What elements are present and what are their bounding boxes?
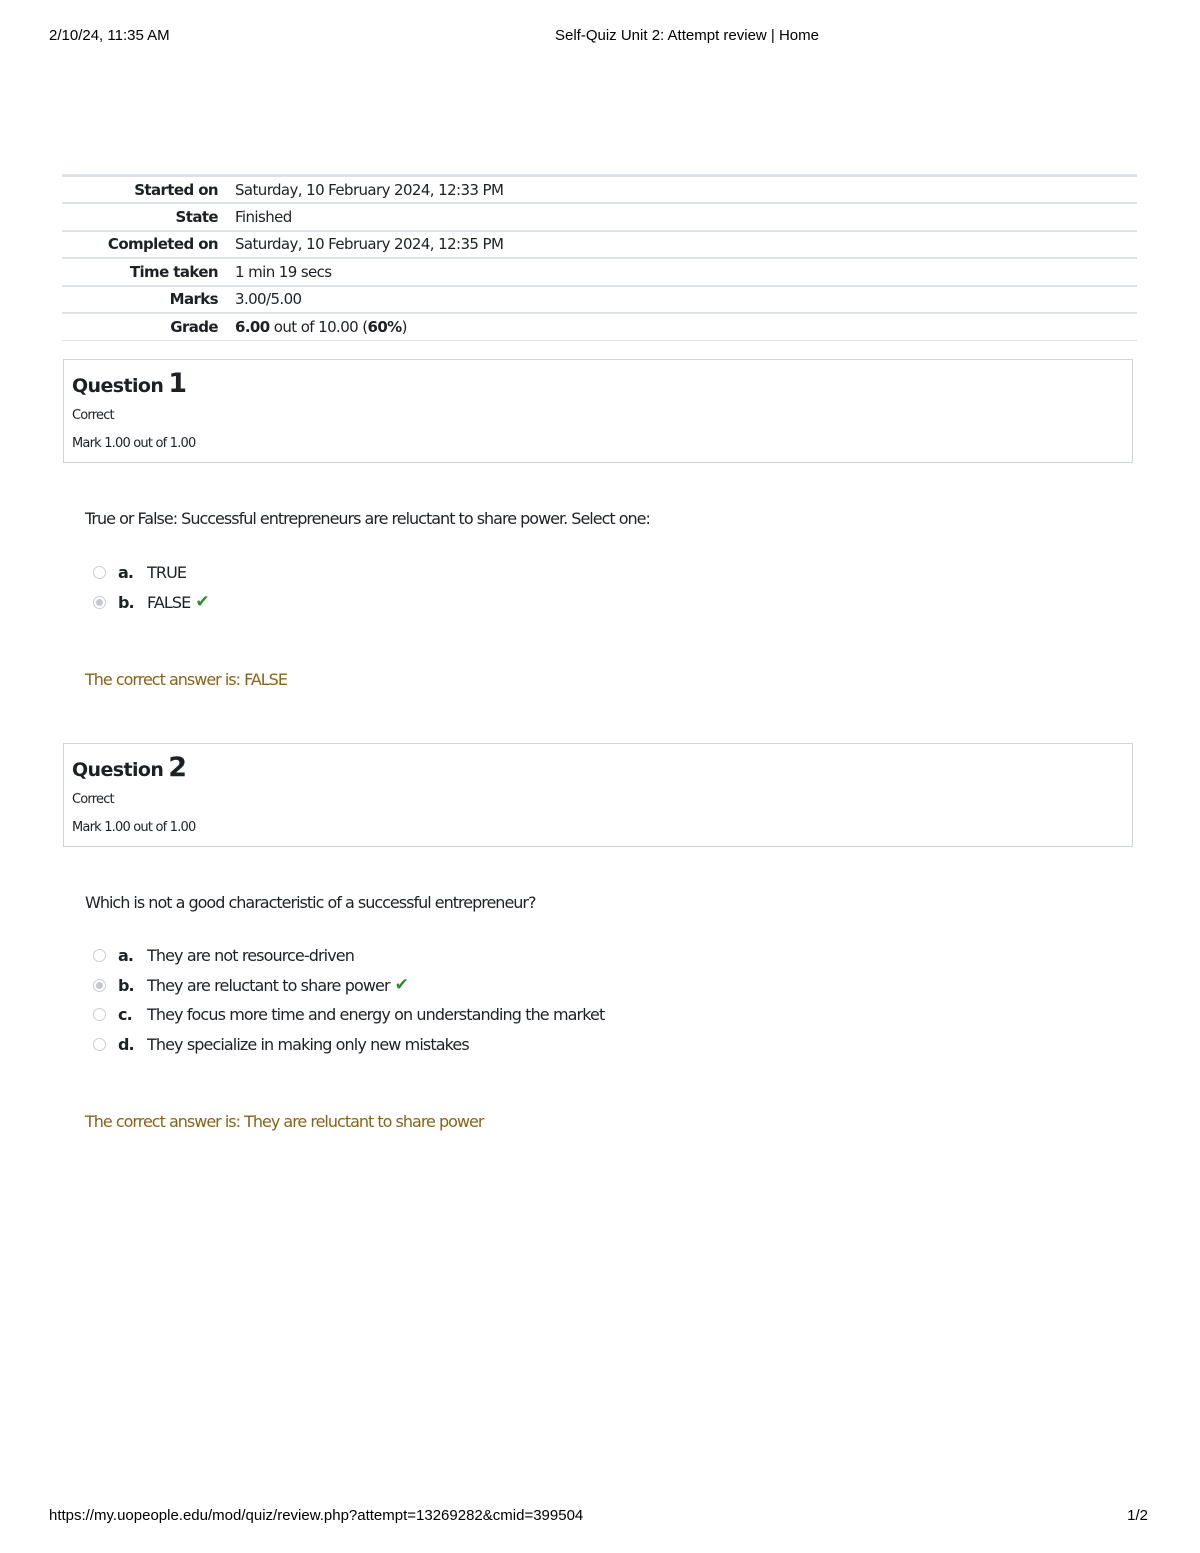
question-label: Question xyxy=(72,375,164,397)
radio-button[interactable] xyxy=(93,1008,106,1021)
answer-text: TRUE xyxy=(147,563,187,583)
summary-row-state xyxy=(62,203,1137,231)
question-2-info xyxy=(63,743,1133,847)
question-state: Correct xyxy=(72,792,114,807)
question-number xyxy=(72,752,186,783)
question-2-right-answer: The correct answer is: They are reluctant to share power xyxy=(85,1112,484,1131)
answer-option[interactable] xyxy=(93,1030,604,1060)
summary-label: Completed on xyxy=(107,235,218,254)
answer-letter: b. xyxy=(118,592,134,612)
question-1-text: True or False: Successful entrepreneurs are reluctant to share power. Select one: xyxy=(85,509,650,528)
question-grade: Mark 1.00 out of 1.00 xyxy=(72,436,196,451)
question-number-value: 1 xyxy=(168,368,187,399)
question-number xyxy=(72,368,186,399)
answer-letter: c. xyxy=(118,1005,132,1025)
question-grade: Mark 1.00 out of 1.00 xyxy=(72,820,196,835)
summary-row-completed xyxy=(62,231,1137,259)
answer-option[interactable] xyxy=(93,558,209,588)
summary-label: Started on xyxy=(134,180,218,199)
question-state: Correct xyxy=(72,408,114,423)
grade-score: 6.00 xyxy=(235,318,270,336)
summary-value: 3.00/5.00 xyxy=(235,290,302,309)
answer-text: FALSE xyxy=(147,592,191,612)
question-1-answers xyxy=(93,558,209,617)
summary-row-marks xyxy=(62,286,1137,314)
answer-letter: b. xyxy=(118,975,134,995)
print-page-number: 1/2 xyxy=(1127,1507,1148,1524)
answer-option[interactable] xyxy=(93,941,604,971)
radio-button[interactable] xyxy=(93,949,106,962)
answer-option[interactable] xyxy=(93,1000,604,1030)
summary-label: Time taken xyxy=(129,262,218,281)
question-2-answers xyxy=(93,941,604,1059)
check-icon: ✔ xyxy=(195,592,209,613)
radio-button[interactable] xyxy=(93,566,106,579)
question-number-value: 2 xyxy=(168,752,187,783)
grade-close: ) xyxy=(401,318,407,336)
summary-label: State xyxy=(175,207,218,226)
summary-row-time-taken xyxy=(62,258,1137,286)
grade-outof: out of 10.00 ( xyxy=(269,318,368,336)
summary-row-grade xyxy=(62,313,1137,341)
question-2-text: Which is not a good characteristic of a successful entrepreneur? xyxy=(85,893,536,912)
answer-letter: d. xyxy=(118,1034,134,1054)
answer-text: They focus more time and energy on understanding the market xyxy=(147,1005,605,1025)
question-1-info xyxy=(63,359,1133,463)
radio-button-checked[interactable] xyxy=(93,979,106,992)
question-label: Question xyxy=(72,759,164,781)
summary-value: 1 min 19 secs xyxy=(235,262,332,281)
summary-value: Finished xyxy=(235,207,292,226)
check-icon: ✔ xyxy=(394,975,409,996)
summary-label: Grade xyxy=(170,318,218,336)
answer-text: They specialize in making only new mistakes xyxy=(147,1034,469,1054)
print-page-title: Self-Quiz Unit 2: Attempt review | Home xyxy=(555,27,819,44)
question-1-right-answer: The correct answer is: FALSE xyxy=(85,670,287,689)
answer-option-selected[interactable] xyxy=(93,971,604,1001)
answer-text: They are reluctant to share power xyxy=(147,975,390,995)
radio-button-checked[interactable] xyxy=(93,596,106,609)
answer-option-selected[interactable] xyxy=(93,588,209,618)
summary-value: Saturday, 10 February 2024, 12:33 PM xyxy=(235,180,504,199)
summary-value xyxy=(235,313,1137,341)
attempt-summary-table xyxy=(62,174,1137,341)
grade-percent: 60% xyxy=(367,318,402,336)
answer-letter: a. xyxy=(118,563,134,583)
summary-label: Marks xyxy=(169,290,218,309)
summary-row-started xyxy=(62,176,1137,204)
answer-text: They are not resource-driven xyxy=(147,946,354,966)
summary-value: Saturday, 10 February 2024, 12:35 PM xyxy=(235,235,504,254)
print-datetime: 2/10/24, 11:35 AM xyxy=(49,27,170,44)
print-url: https://my.uopeople.edu/mod/quiz/review.php?attempt=13269282&cmid=399504 xyxy=(49,1507,584,1524)
answer-letter: a. xyxy=(118,946,134,966)
radio-button[interactable] xyxy=(93,1038,106,1051)
